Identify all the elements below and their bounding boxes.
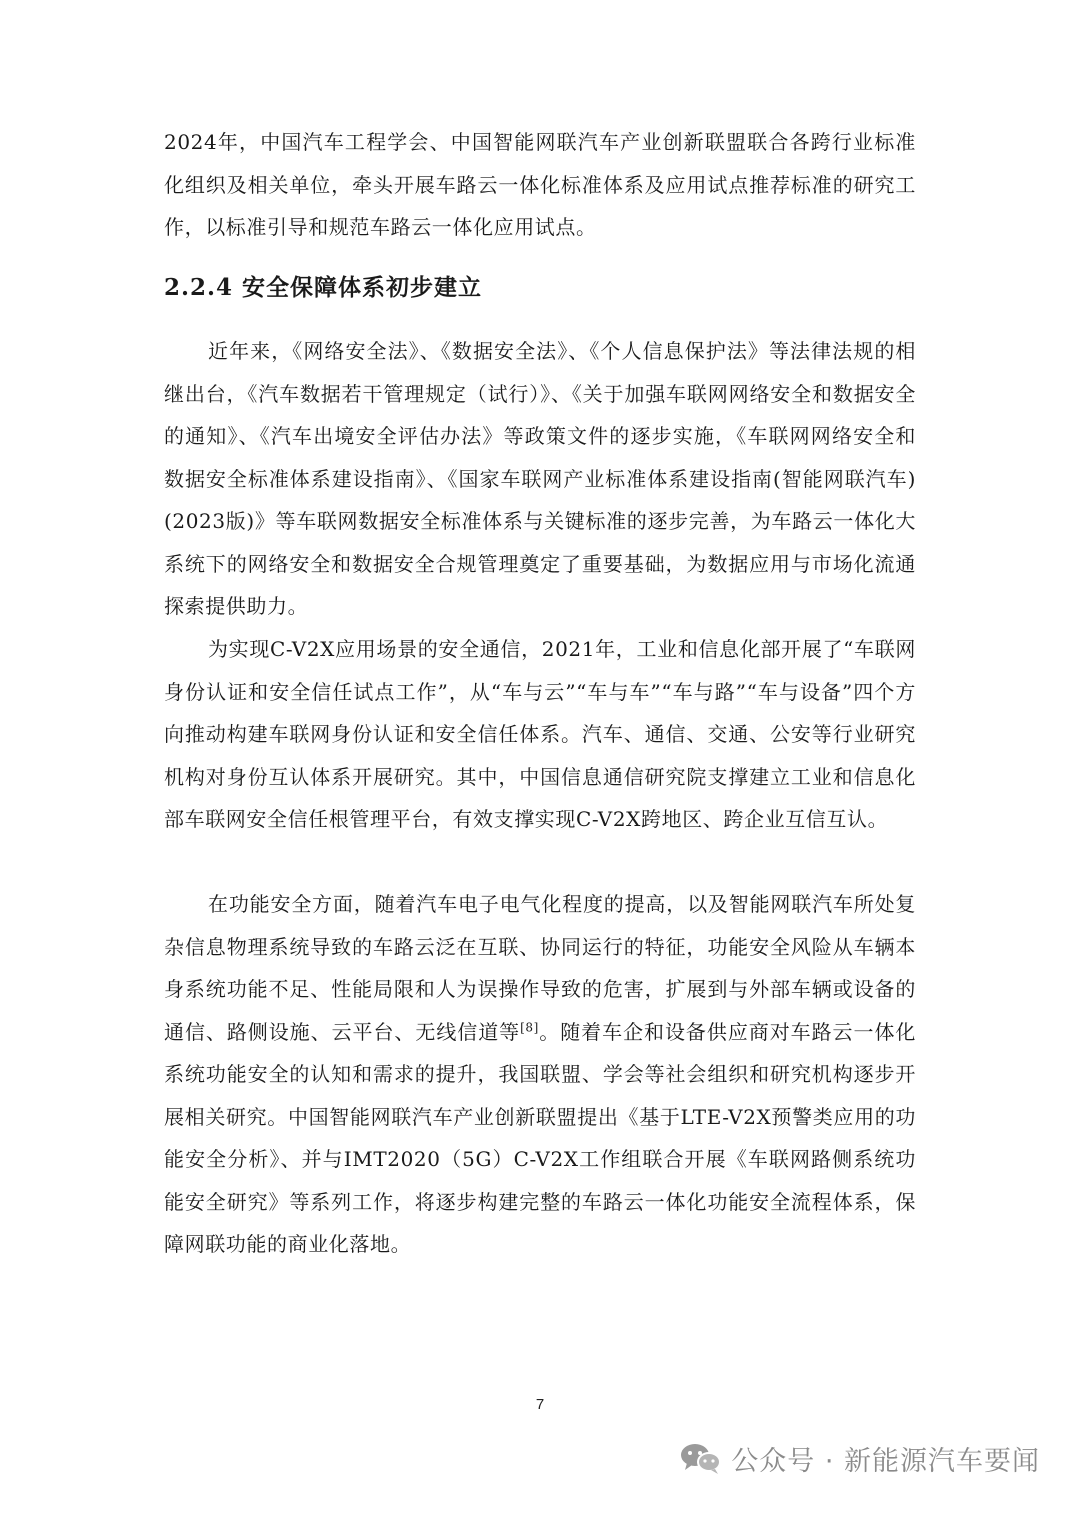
page-number: 7 xyxy=(535,1396,545,1413)
paragraph-3-text-a: 在功能安全方面，随着汽车电子电气化程度的提高，以及智能网联汽车所处复杂信息物理系统导致的车路云泛在互联、协同运行的特征，功能安全风险从车辆本身系统功能不足、性能局限和人为误操作导致的危害，扩展到与外部车辆或设备的通信、路侧设施、云平台、无线信道等 xyxy=(164,892,916,1044)
paragraph-3-text-b: 。随着车企和设备供应商对车路云一体化系统功能安全的认知和需求的提升，我国联盟、学会等社会组织和研究机构逐步开展相关研究。中国智能网联汽车产业创新联盟提出《基于LTE-V2X预警类应用的功能安全分析》、并与IMT2020（5G）C-V2X工作组联合开展《车联网路侧系统功能安全研究》等系列工作，将逐步构建完整的车路云一体化功能安全流程体系，保障网联功能的商业化落地。 xyxy=(164,1019,916,1256)
citation-reference[interactable]: [8] xyxy=(520,1019,539,1034)
wechat-icon xyxy=(679,1441,723,1475)
body-paragraph-2: 为实现C-V2X应用场景的安全通信，2021年，工业和信息化部开展了“车联网身份认证和安全信任试点工作”，从“车与云”“车与车”“车与路”“车与设备”四个方向推动构建车联网身份认证和安全信任体系。汽车、通信、交通、公安等行业研究机构对身份互认体系开展研究。其中，中国信息通信研究院支撑建立工业和信息化部车联网安全信任根管理平台，有效支撑实现C-V2X跨地区、跨企业互信互认。 xyxy=(164,637,916,831)
section-heading: 2.2.4 安全保障体系初步建立 xyxy=(164,274,483,301)
body-paragraph-3 xyxy=(164,883,916,1266)
intro-paragraph: 2024年，中国汽车工程学会、中国智能网联汽车产业创新联盟联合各跨行业标准化组织及相关单位，牵头开展车路云一体化标准体系及应用试点推荐标准的研究工作，以标准引导和规范车路云一体化应用试点。 xyxy=(164,130,916,239)
watermark xyxy=(679,1436,1040,1480)
body-paragraph-1: 近年来，《网络安全法》、《数据安全法》、《个人信息保护法》等法律法规的相继出台，《汽车数据若干管理规定（试行）》、《关于加强车联网网络安全和数据安全的通知》、《汽车出境安全评估办法》等政策文件的逐步实施，《车联网网络安全和数据安全标准体系建设指南》、《国家车联网产业标准体系建设指南(智能网联汽车)(2023版)》等车联网数据安全标准体系与关键标准的逐步完善，为车路云一体化大系统下的网络安全和数据安全合规管理奠定了重要基础，为数据应用与市场化流通探索提供助力。 xyxy=(164,339,916,618)
watermark-text: 公众号 · 新能源汽车要闻 xyxy=(731,1445,1040,1477)
